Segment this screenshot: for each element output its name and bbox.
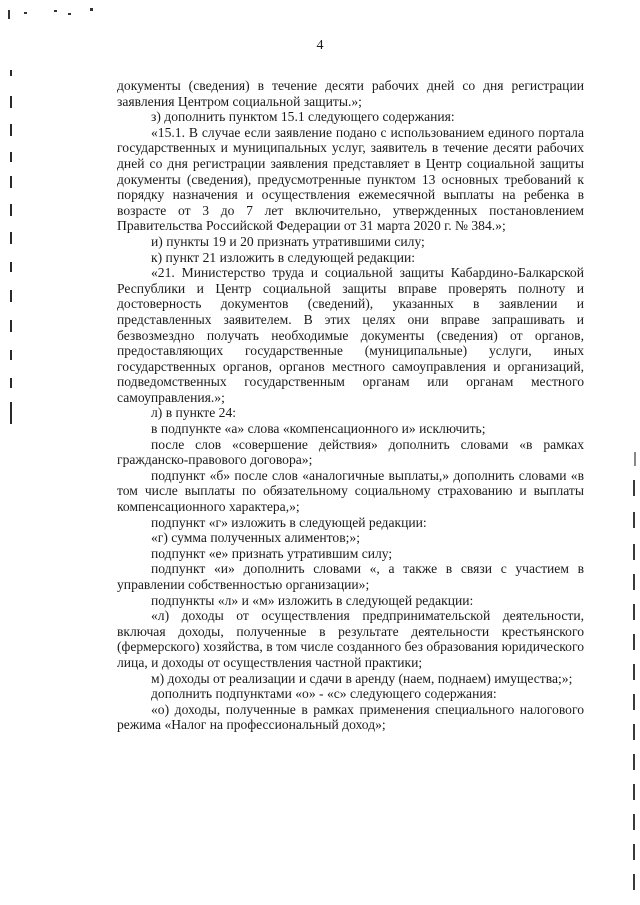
- paragraph: и) пункты 19 и 20 признать утратившими силу;: [151, 233, 425, 249]
- paragraph: м) доходы от реализации и сдачи в аренду (наем, поднаем) имущества;»;: [151, 670, 573, 686]
- document-body: [117, 78, 584, 733]
- paragraph: подпункты «л» и «м» изложить в следующей редакции:: [151, 592, 474, 608]
- scan-mark: [633, 754, 635, 770]
- scan-mark: [10, 70, 12, 76]
- scan-mark: [10, 96, 12, 108]
- scan-mark: [10, 320, 12, 332]
- paragraph: документы (сведения) в течение десяти рабочих дней со дня регистрации заявления Центром социальной защиты.»;: [117, 78, 584, 109]
- scan-mark: [10, 350, 12, 360]
- paragraph: после слов «совершение действия» дополнить словами «в рамках гражданско-правового договора»;: [117, 436, 584, 468]
- paragraph: з) дополнить пунктом 15.1 следующего содержания:: [151, 109, 455, 125]
- scan-speck: [68, 13, 71, 15]
- scan-mark: [633, 874, 635, 890]
- scan-mark: [10, 204, 12, 216]
- scan-mark: [633, 664, 635, 680]
- scan-mark: [633, 480, 635, 496]
- paragraph: подпункт «и» дополнить словами «, а также в связи с участием в управлении собственностью организации»;: [117, 561, 584, 592]
- paragraph: л) в пункте 24:: [151, 405, 237, 421]
- paragraph: «л) доходы от осуществления предпринимательской деятельности, включая доходы, полученные в результате деятельности крестьянского (фермерского) хозяйства, в том числе созданного без образования юридического лица, и доходы от осуществления частной практики;: [117, 608, 584, 670]
- paragraph: «г) сумма полученных алиментов;»;: [151, 530, 360, 546]
- paragraph: подпункт «б» после слов «аналогичные выплаты,» дополнить словами «в том числе выплаты по обязательному социальному страхованию и выплаты компенсационного характера,»;: [117, 467, 584, 515]
- paragraph: к) пункт 21 изложить в следующей редакции:: [151, 249, 416, 265]
- scan-speck: [90, 8, 93, 11]
- scan-mark: [633, 634, 635, 650]
- scan-mark: [634, 452, 636, 466]
- scan-mark: [10, 124, 12, 136]
- page-number: 4: [316, 38, 324, 53]
- scan-speck: [8, 10, 10, 19]
- scan-mark: [633, 544, 635, 560]
- paragraph: подпункт «е» признать утратившим силу;: [151, 545, 393, 561]
- scan-mark: [633, 512, 635, 528]
- paragraph: дополнить подпунктами «о» - «с» следующего содержания:: [151, 686, 497, 702]
- scan-mark: [633, 724, 635, 740]
- scan-mark: [633, 844, 635, 860]
- paragraph: «о) доходы, полученные в рамках применения специального налогового режима «Налог на профессиональный доход»;: [117, 701, 584, 733]
- scan-mark: [10, 378, 12, 388]
- scan-mark: [633, 604, 635, 620]
- scan-speck: [54, 10, 57, 12]
- paragraph: «21. Министерство труда и социальной защиты Кабардино-Балкарской Республики и Центр социальной защиты вправе проверять полноту и достоверность документов (сведений), указанных в заявлении и представленных заявителем. В этих целях они вправе запрашивать и безвозмездно получать необходимые документы (сведения) от органов, предоставляющих государственные (муниципальные) услуги, иных государственных органов, органов местного самоуправления и организаций, подведомственных государственным органам или органам местного самоуправления.»;: [117, 265, 584, 405]
- scan-mark: [633, 574, 635, 590]
- scan-mark: [10, 152, 12, 162]
- scan-speck: [24, 12, 27, 14]
- scan-mark: [10, 262, 12, 272]
- scan-mark: [10, 176, 12, 188]
- paragraph: «15.1. В случае если заявление подано с использованием единого портала государственных и муниципальных услуг, заявитель в течение десяти рабочих дней со дня регистрации заявления представляет в Центр социальной защиты документы (сведения), предусмотренные пунктом 13 основных требований к порядку назначения и осуществления ежемесячной выплаты на ребенка в возрасте от 3 до 7 лет включительно, утвержденных постановлением Правительства Российской Федерации от 31 марта 2020 г. № 384.»;: [117, 124, 584, 234]
- paragraph: в подпункте «а» слова «компенсационного и» исключить;: [151, 421, 486, 437]
- scan-mark: [633, 694, 635, 710]
- scan-mark: [10, 290, 12, 302]
- paragraph: подпункт «г» изложить в следующей редакции:: [151, 514, 427, 530]
- scan-mark: [633, 814, 635, 830]
- scan-mark: [633, 784, 635, 800]
- scan-mark: [10, 402, 12, 424]
- scan-mark: [10, 232, 12, 244]
